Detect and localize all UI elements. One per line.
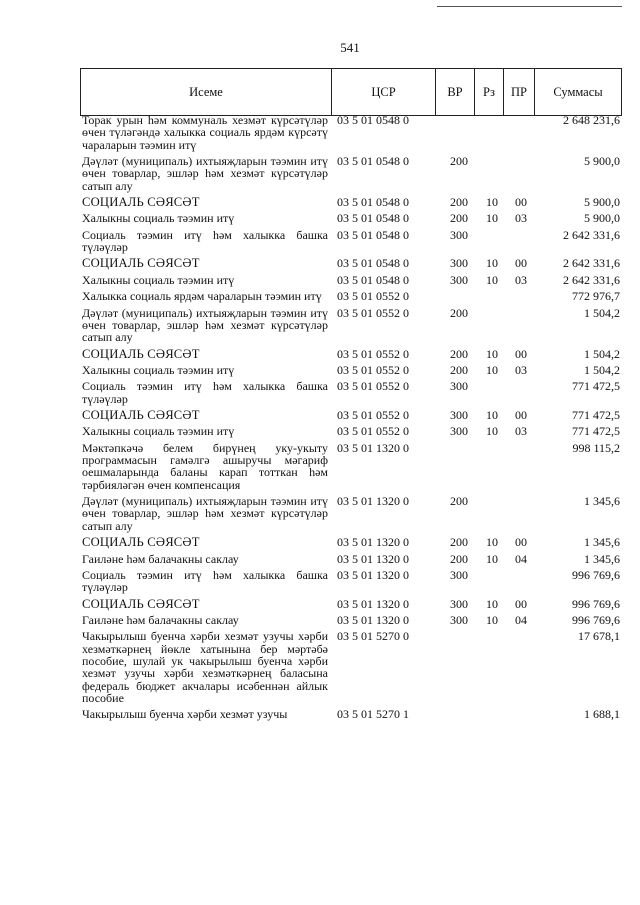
table-row [80, 380, 622, 405]
cell-name: Халыкны социаль тәэмин итү [82, 272, 235, 287]
table-row [80, 553, 622, 565]
cell-csr: 03 5 01 1320 0 [337, 440, 409, 455]
cell-vr: 300 [450, 379, 468, 394]
cell-sum: 1 345,6 [584, 551, 620, 566]
cell-pr: 00 [515, 596, 527, 611]
cell-rz: 10 [486, 408, 498, 423]
table-row [80, 614, 622, 626]
cell-vr [440, 114, 478, 151]
cell-pr: 03 [515, 272, 527, 287]
cell-sum: 1 504,2 [584, 346, 620, 361]
cell-csr: 03 5 01 0552 0 [337, 305, 409, 320]
cell-sum: 996 769,6 [572, 612, 620, 627]
cell-rz [478, 495, 506, 532]
table-row [80, 229, 622, 254]
cell-pr [506, 229, 536, 254]
cell-name: Социаль тәэмин итү һәм халыкка башка түләүләр [82, 567, 328, 595]
header-rz: Рз [474, 69, 503, 115]
cell-sum: 5 900,0 [584, 153, 620, 168]
cell-vr: 300 [450, 596, 468, 611]
cell-vr: 200 [450, 153, 468, 168]
cell-pr: 03 [515, 362, 527, 377]
cell-csr: 03 5 01 0548 0 [337, 272, 409, 287]
table-row [80, 442, 622, 491]
cell-sum: 17 678,1 [578, 629, 620, 644]
cell-vr: 200 [450, 346, 468, 361]
cell-csr: 03 5 01 1320 0 [337, 535, 409, 550]
cell-name: Халыкка социаль ярдәм чараларын тәэмин итү [82, 289, 322, 304]
cell-rz: 10 [486, 551, 498, 566]
cell-name: Социаль тәэмин итү һәм халыкка башка түләүләр [82, 379, 328, 406]
cell-pr: 00 [515, 346, 527, 361]
cell-rz [478, 290, 506, 302]
cell-csr: 03 5 01 5270 0 [337, 629, 409, 644]
cell-name: Торак урын һәм коммуналь хезмәт күрсәтүләр өчен түләгәндә халыкка социаль ярдәм күрсәтү чараларын тәэмин итү [82, 113, 328, 152]
cell-sum: 1 345,6 [584, 535, 620, 550]
cell-rz: 10 [486, 211, 498, 226]
cell-rz [478, 708, 506, 720]
cell-pr: 03 [515, 424, 527, 439]
cell-vr: 300 [450, 612, 468, 627]
table-row [80, 274, 622, 286]
cell-pr [506, 380, 536, 405]
cell-pr [506, 114, 536, 151]
cell-pr [506, 307, 536, 344]
cell-csr: 03 5 01 0552 0 [337, 424, 409, 439]
table-row [80, 114, 622, 151]
cell-vr: 300 [450, 256, 468, 271]
cell-pr: 04 [515, 612, 527, 627]
cell-csr: 03 5 01 1320 0 [337, 612, 409, 627]
cell-sum: 996 769,6 [572, 567, 620, 582]
cell-sum: 771 472,5 [572, 379, 620, 394]
table-row [80, 348, 622, 360]
cell-csr: 03 5 01 0552 0 [337, 362, 409, 377]
cell-vr: 200 [450, 305, 468, 320]
cell-pr [506, 495, 536, 532]
cell-pr [506, 569, 536, 594]
cell-vr: 200 [450, 362, 468, 377]
cell-sum: 2 648 231,6 [563, 113, 620, 127]
cell-rz: 10 [486, 362, 498, 377]
table-header [80, 68, 622, 116]
table-body [80, 114, 622, 725]
cell-rz [478, 630, 506, 704]
cell-csr: 03 5 01 1320 0 [337, 596, 409, 611]
header-csr: ЦСР [331, 69, 435, 115]
cell-name: СОЦИАЛЬ СӘЯСӘТ [82, 194, 200, 209]
cell-rz: 10 [486, 612, 498, 627]
cell-sum: 5 900,0 [584, 211, 620, 226]
cell-vr: 300 [450, 272, 468, 287]
cell-pr: 04 [515, 551, 527, 566]
cell-rz [478, 569, 506, 594]
table-row [80, 495, 622, 532]
cell-sum: 771 472,5 [572, 424, 620, 439]
table-row [80, 630, 622, 704]
cell-rz: 10 [486, 596, 498, 611]
cell-vr [440, 442, 478, 491]
cell-pr [506, 442, 536, 491]
cell-pr: 00 [515, 194, 527, 209]
cell-pr [506, 708, 536, 720]
cell-pr: 00 [515, 535, 527, 550]
cell-name: СОЦИАЛЬ СӘЯСӘТ [82, 408, 200, 423]
table-row [80, 307, 622, 344]
cell-vr [440, 630, 478, 704]
cell-name: Халыкны социаль тәэмин итү [82, 362, 235, 377]
cell-rz: 10 [486, 256, 498, 271]
cell-vr: 200 [450, 211, 468, 226]
cell-pr [506, 630, 536, 704]
table-row [80, 409, 622, 421]
cell-vr: 300 [450, 408, 468, 423]
cell-csr: 03 5 01 1320 0 [337, 494, 409, 509]
cell-pr [506, 290, 536, 302]
cell-name: Дәүләт (муниципаль) ихтыяҗларын тәэмин итү өчен товарлар, эшләр һәм хезмәт күрсәтүләр сатып алу [82, 153, 328, 193]
cell-name: Халыкны социаль тәэмин итү [82, 424, 235, 439]
header-vr: ВР [435, 69, 474, 115]
table-row [80, 257, 622, 269]
cell-name: Социаль тәэмин итү һәм халыкка башка түләүләр [82, 227, 328, 255]
cell-vr: 300 [450, 567, 468, 582]
cell-name: СОЦИАЛЬ СӘЯСӘТ [82, 256, 200, 271]
cell-csr: 03 5 01 1320 0 [337, 551, 409, 566]
cell-rz: 10 [486, 535, 498, 550]
cell-csr: 03 5 01 0548 0 [337, 194, 409, 209]
cell-sum: 998 115,2 [572, 440, 620, 455]
cell-sum: 1 504,2 [584, 305, 620, 320]
cell-pr: 00 [515, 408, 527, 423]
page-number: 541 [340, 40, 360, 55]
cell-csr: 03 5 01 0552 0 [337, 346, 409, 361]
cell-csr: 03 5 01 0548 0 [337, 256, 409, 271]
cell-rz [478, 114, 506, 151]
cell-rz [478, 229, 506, 254]
cell-sum: 1 688,1 [584, 707, 620, 722]
cell-vr [440, 290, 478, 302]
cell-csr: 03 5 01 0552 0 [337, 289, 409, 304]
cell-rz: 10 [486, 424, 498, 439]
cell-name: СОЦИАЛЬ СӘЯСӘТ [82, 535, 200, 550]
table-row [80, 536, 622, 548]
cell-rz: 10 [486, 272, 498, 287]
cell-name: СОЦИАЛЬ СӘЯСӘТ [82, 346, 200, 361]
cell-vr: 300 [450, 424, 468, 439]
cell-name: Мәктәпкәчә белем бирүнең уку-укыту программасын гамәлгә ашыручы мәгариф оешмаларында баланы карап тотткан һәм тәрбияләгән өчен компенсация [82, 440, 328, 492]
cell-sum: 2 642 331,6 [563, 272, 620, 287]
table-row [80, 569, 622, 594]
cell-sum: 996 769,6 [572, 596, 620, 611]
cell-sum: 2 642 331,6 [563, 227, 620, 242]
cell-csr: 03 5 01 1320 0 [337, 567, 409, 582]
cell-vr: 200 [450, 551, 468, 566]
cell-csr: 03 5 01 0548 0 [337, 113, 409, 127]
cell-vr [440, 708, 478, 720]
cell-sum: 1 504,2 [584, 362, 620, 377]
table-row [80, 155, 622, 192]
cell-name: Гаиләне һәм балачакны саклау [82, 612, 239, 627]
cell-name: Чакырылыш буенча хәрби хезмәт узучы хәрби хезмәткәрнең йөкле хатынына бер мәртәбә пособие, шулай ук чакырылыш буенча хәрби хезмәт узучы хәрби хезмәткәрнең баласына федераль бюджет акчалары исәбеннән айлык пособие [82, 629, 328, 705]
cell-name: Дәүләт (муниципаль) ихтыяҗларын тәэмин итү өчен товарлар, эшләр һәм хезмәт күрсәтүләр сатып алу [82, 305, 328, 345]
cell-name: Чакырылыш буенча хәрби хезмәт узучы [82, 707, 288, 722]
header-name: Исеме [189, 84, 223, 99]
cell-vr: 200 [450, 535, 468, 550]
cell-rz [478, 155, 506, 192]
cell-name: СОЦИАЛЬ СӘЯСӘТ [82, 596, 200, 611]
table-row [80, 598, 622, 610]
cell-vr: 200 [450, 494, 468, 509]
cell-vr: 300 [450, 227, 468, 242]
cell-name: Гаиләне һәм балачакны саклау [82, 551, 239, 566]
cell-name: Халыкны социаль тәэмин итү [82, 211, 235, 226]
cell-rz: 10 [486, 194, 498, 209]
cell-csr: 03 5 01 0548 0 [337, 227, 409, 242]
cell-sum: 5 900,0 [584, 194, 620, 209]
cell-rz [478, 442, 506, 491]
cell-rz [478, 380, 506, 405]
table-row [80, 708, 622, 720]
table-row [80, 212, 622, 224]
cell-sum: 1 345,6 [584, 494, 620, 509]
cell-rz [478, 307, 506, 344]
cell-csr: 03 5 01 0552 0 [337, 379, 409, 394]
header-sum: Суммасы [534, 69, 621, 115]
table-row [80, 196, 622, 208]
cell-vr: 200 [450, 194, 468, 209]
cell-csr: 03 5 01 0552 0 [337, 408, 409, 423]
table-row [80, 290, 622, 302]
cell-pr: 03 [515, 211, 527, 226]
header-pr: ПР [503, 69, 534, 115]
table-row [80, 425, 622, 437]
cell-rz: 10 [486, 346, 498, 361]
cell-sum: 771 472,5 [572, 408, 620, 423]
cell-csr: 03 5 01 0548 0 [337, 153, 409, 168]
cell-name: Дәүләт (муниципаль) ихтыяҗларын тәэмин итү өчен товарлар, эшләр һәм хезмәт күрсәтүләр сатып алу [82, 494, 328, 533]
top-rule [437, 6, 622, 7]
table-row [80, 364, 622, 376]
cell-sum: 2 642 331,6 [563, 256, 620, 271]
cell-pr [506, 155, 536, 192]
cell-csr: 03 5 01 5270 1 [337, 707, 409, 722]
cell-pr: 00 [515, 256, 527, 271]
cell-csr: 03 5 01 0548 0 [337, 211, 409, 226]
cell-sum: 772 976,7 [572, 289, 620, 304]
